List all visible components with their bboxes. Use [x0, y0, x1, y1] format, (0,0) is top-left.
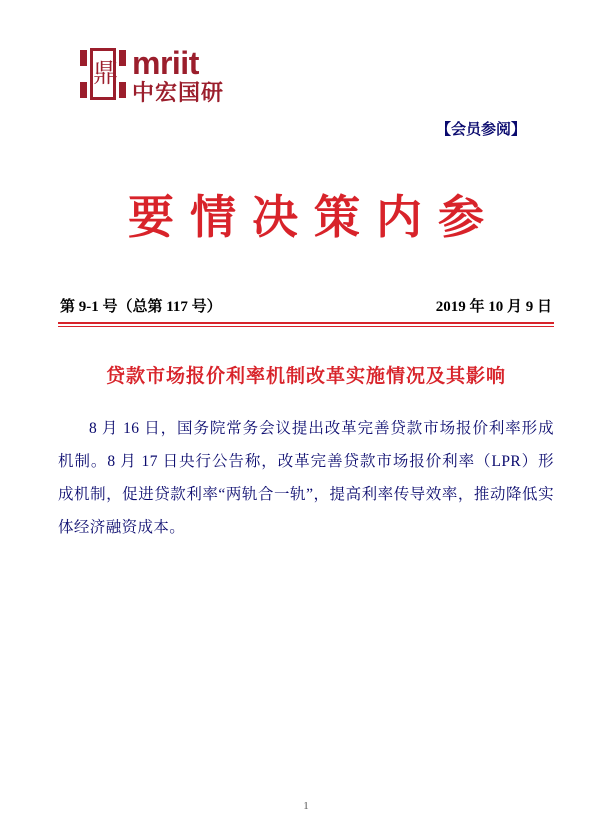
- page-number: 1: [303, 800, 309, 812]
- logo-mark-glyph: 鼎: [93, 59, 120, 88]
- masthead-title: 要情决策内参: [128, 192, 500, 243]
- issue-line: [58, 295, 554, 322]
- divider-thin: [58, 326, 554, 327]
- logo-area: [58, 0, 554, 112]
- article-body: [58, 412, 554, 544]
- issue-date: 2019 年 10 月 9 日: [435, 299, 552, 315]
- logo-mark-icon: [80, 48, 126, 100]
- divider-thick: [58, 322, 554, 324]
- brand-logo: [80, 45, 225, 105]
- logo-chinese-name: 中宏国研: [132, 80, 225, 105]
- issue-number: 第 9-1 号（总第 117 号）: [60, 299, 222, 315]
- logo-latin-name: mriit: [132, 45, 199, 81]
- article-title: 贷款市场报价利率机制改革实施情况及其影响: [105, 366, 506, 387]
- article-paragraph: 8 月 16 日，国务院常务会议提出改革完善贷款市场报价利率形成机制。8 月 17 日央行公告称，改革完善贷款市场报价利率（LPR）形成机制，促进贷款利率“两轨合一轨”，提高利率传导效率，推动降低实体经济融资成本。: [58, 420, 554, 536]
- member-notice-badge: 【会员参阅】: [435, 122, 526, 138]
- logo-text: [132, 45, 225, 105]
